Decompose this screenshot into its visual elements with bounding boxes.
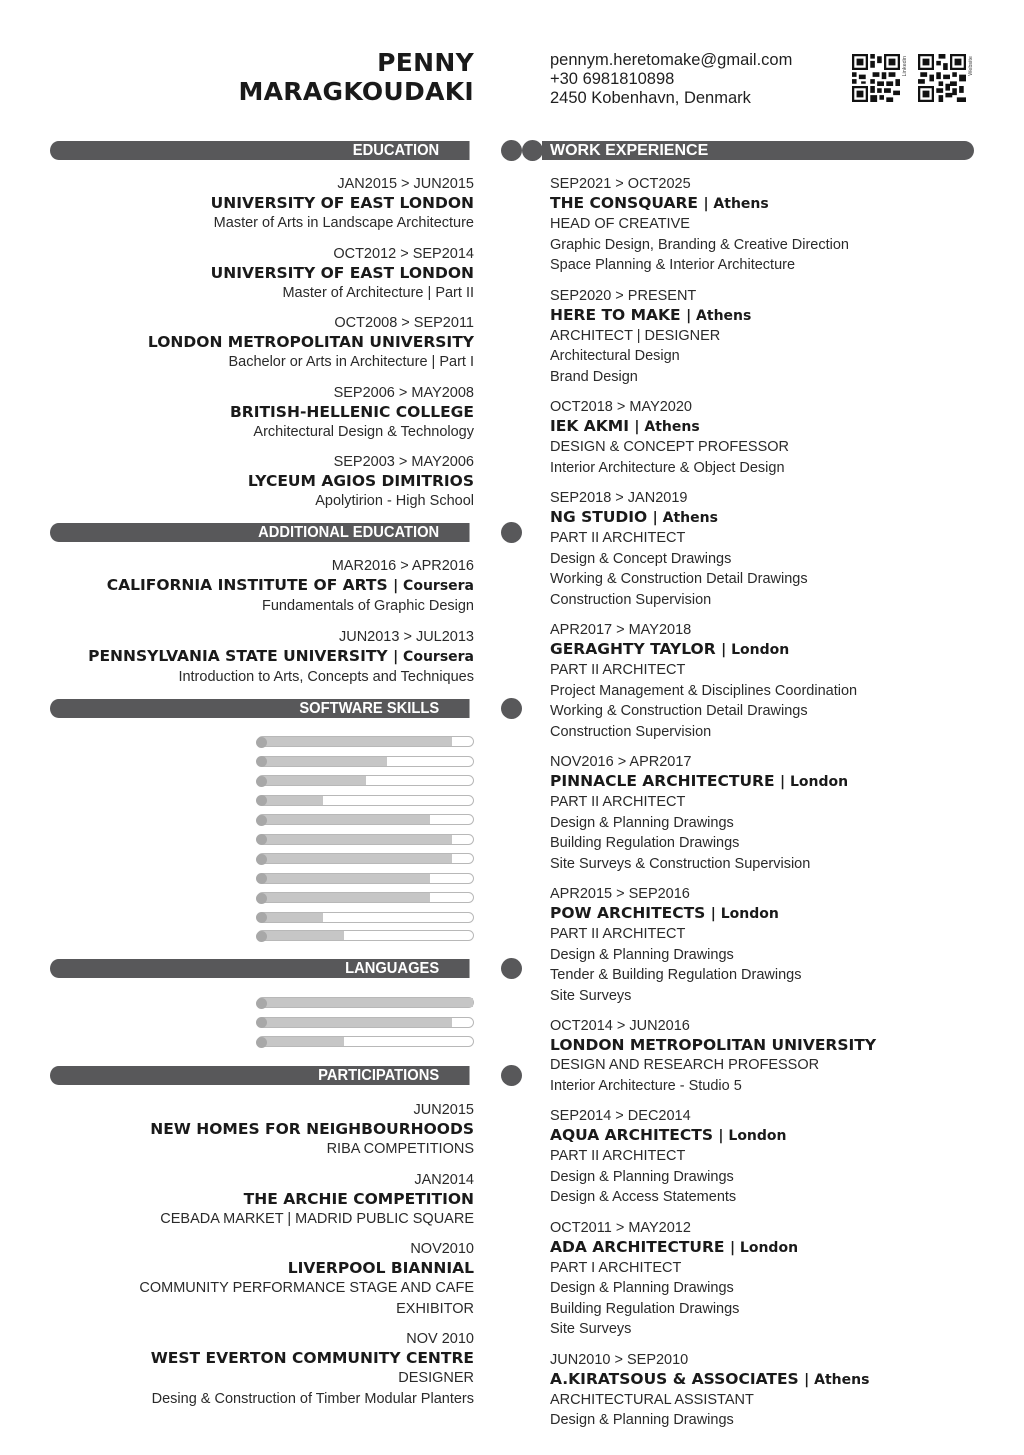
company-location: | Athens	[652, 510, 718, 526]
company-name: HERE TO MAKE	[550, 305, 681, 324]
education-heading: EDUCATION	[50, 141, 470, 160]
work-company	[550, 1369, 990, 1390]
participation-date: JUN2015	[413, 1102, 474, 1118]
skill-bar-knob	[256, 815, 267, 826]
website-qr-code-icon[interactable]	[918, 54, 966, 102]
education-degree: Master of Architecture | Part II	[282, 284, 474, 301]
course-provider: | Coursera	[393, 648, 474, 665]
skill-bar-knob	[256, 912, 267, 923]
participation-detail: DESIGNER	[398, 1370, 474, 1386]
participations-bar-dot	[501, 1065, 522, 1086]
course-provider: | Coursera	[393, 578, 474, 594]
skill-bar-knob	[256, 737, 267, 748]
additional-education-heading: ADDITIONAL EDUCATION	[50, 523, 470, 542]
skill-bar-knob	[256, 931, 267, 942]
work-detail: PART II ARCHITECT	[550, 530, 686, 546]
participation-detail: COMMUNITY PERFORMANCE STAGE AND CAFE	[139, 1280, 474, 1296]
education-entry	[34, 314, 474, 373]
additional-education-school	[34, 575, 474, 596]
education-degree: Apolytirion - High School	[315, 493, 474, 509]
work-detail: PART II ARCHITECT	[550, 794, 686, 810]
work-detail: Building Regulation Drawings	[550, 835, 740, 851]
skill-bar-knob	[256, 756, 267, 767]
company-name: ADA ARCHITECTURE	[550, 1237, 725, 1256]
work-detail: Building Regulation Drawings	[550, 1300, 740, 1317]
work-date: NOV2016 > APR2017	[550, 754, 692, 770]
skill-bar	[257, 756, 474, 767]
skill-bar	[257, 814, 474, 825]
language-bar-knob	[256, 998, 267, 1009]
work-detail: Project Management & Disciplines Coordination	[550, 682, 858, 699]
language-bar	[257, 1036, 474, 1047]
language-bar-fill	[258, 1018, 452, 1027]
participation-entry	[34, 1330, 474, 1409]
work-entry	[550, 287, 990, 388]
education-list	[34, 175, 474, 523]
work-company	[550, 416, 990, 437]
skill-bar-knob	[256, 893, 267, 904]
work-company	[550, 639, 990, 660]
work-detail: DESIGN & CONCEPT PROFESSOR	[550, 439, 790, 455]
additional-education-list	[34, 557, 474, 698]
work-date: OCT2018 > MAY2020	[550, 399, 692, 415]
work-date: OCT2014 > JUN2016	[550, 1018, 690, 1034]
education-entry	[34, 245, 474, 304]
work-detail: Design & Concept Drawings	[550, 550, 732, 567]
work-entry	[550, 489, 990, 610]
language-bar-fill	[258, 1037, 344, 1046]
email[interactable]: pennym.heretomake@gmail.com	[550, 51, 793, 69]
work-company	[550, 305, 990, 326]
skill-bar-knob	[256, 776, 267, 787]
work-detail: HEAD OF CREATIVE	[550, 216, 690, 232]
work-detail: ARCHITECT | DESIGNER	[550, 327, 721, 344]
work-entry	[550, 398, 990, 478]
language-bar	[257, 1017, 474, 1028]
company-location: | Athens	[804, 1371, 870, 1388]
linkedin-qr-code-icon[interactable]	[852, 54, 900, 102]
skill-bar	[257, 912, 474, 923]
additional-education-school	[34, 646, 474, 667]
additional-education-course: Introduction to Arts, Concepts and Techniques	[178, 668, 474, 685]
company-name: NG STUDIO	[550, 508, 648, 526]
skill-bar-fill	[258, 757, 387, 766]
work-detail: Design & Planning Drawings	[550, 1412, 734, 1428]
participations-list	[34, 1101, 474, 1420]
website-qr-label: Website	[968, 56, 974, 76]
participation-detail: CEBADA MARKET | MADRID PUBLIC SQUARE	[160, 1210, 474, 1227]
education-date: OCT2012 > SEP2014	[333, 245, 474, 262]
work-entry	[550, 1351, 990, 1431]
address: 2450 Kobenhavn, Denmark	[550, 89, 751, 107]
work-detail: Design & Planning Drawings	[550, 1168, 734, 1185]
skill-bar	[257, 930, 474, 941]
skill-bar-fill	[258, 796, 323, 805]
work-entry	[550, 1219, 990, 1340]
work-experience-heading: WORK EXPERIENCE	[542, 141, 974, 160]
education-school: LONDON METROPOLITAN UNIVERSITY	[147, 333, 474, 351]
participation-title: THE ARCHIE COMPETITION	[243, 1189, 474, 1208]
work-entry	[550, 175, 990, 276]
work-detail: Site Surveys & Construction Supervision	[550, 855, 811, 872]
software-skills-bar-dot	[501, 698, 522, 719]
education-entry	[34, 384, 474, 443]
company-location: | London	[729, 1239, 799, 1256]
work-detail: Working & Construction Detail Drawings	[550, 703, 808, 719]
work-detail: DESIGN AND RESEARCH PROFESSOR	[550, 1057, 820, 1073]
linkedin-qr-label: Linkedin	[902, 56, 908, 77]
skill-bar	[257, 795, 474, 806]
work-date: SEP2020 > PRESENT	[550, 287, 697, 304]
work-entry	[550, 753, 990, 874]
education-date: JAN2015 > JUN2015	[337, 176, 474, 192]
participation-detail: EXHIBITOR	[396, 1300, 474, 1317]
skill-bar	[257, 853, 474, 864]
candidate-name	[238, 48, 474, 106]
education-entry	[34, 453, 474, 512]
work-company	[550, 771, 990, 792]
work-detail: Design & Planning Drawings	[550, 1280, 734, 1296]
work-detail: Graphic Design, Branding & Creative Direction	[550, 236, 849, 253]
work-detail: Space Planning & Interior Architecture	[550, 257, 796, 273]
first-name: PENNY	[377, 48, 474, 77]
work-detail: Tender & Building Regulation Drawings	[550, 967, 802, 983]
company-name: THE CONSQUARE	[550, 194, 699, 212]
work-company	[550, 1035, 990, 1055]
additional-education-course: Fundamentals of Graphic Design	[262, 598, 474, 614]
work-detail: Design & Planning Drawings	[550, 814, 734, 831]
skill-bar-knob	[256, 834, 267, 845]
work-experience-list	[550, 175, 990, 1442]
education-school: UNIVERSITY OF EAST LONDON	[210, 194, 474, 212]
work-detail: Working & Construction Detail Drawings	[550, 571, 808, 587]
skill-bar-fill	[258, 815, 430, 824]
languages-heading: LANGUAGES	[50, 959, 470, 978]
work-detail: Architectural Design	[550, 348, 680, 364]
work-entry	[550, 621, 990, 742]
work-detail: Brand Design	[550, 368, 638, 385]
work-date: OCT2011 > MAY2012	[550, 1219, 691, 1236]
company-location: | Athens	[686, 307, 752, 324]
work-date: SEP2014 > DEC2014	[550, 1108, 691, 1124]
skill-bar	[257, 834, 474, 845]
work-detail: PART I ARCHITECT	[550, 1259, 682, 1276]
last-name: MARAGKOUDAKI	[238, 77, 474, 106]
education-date: SEP2003 > MAY2006	[333, 454, 474, 470]
work-date: SEP2018 > JAN2019	[550, 490, 688, 506]
languages-bar-dot	[501, 958, 522, 979]
company-location: | London	[718, 1128, 787, 1144]
company-name: A.KIRATSOUS & ASSOCIATES	[550, 1369, 799, 1388]
participation-title: NEW HOMES FOR NEIGHBOURHOODS	[150, 1120, 474, 1138]
participation-date: JAN2014	[414, 1171, 474, 1188]
company-location: | London	[710, 906, 779, 922]
participation-entry	[34, 1101, 474, 1160]
education-school: BRITISH-HELLENIC COLLEGE	[229, 402, 474, 421]
work-detail: Construction Supervision	[550, 723, 712, 740]
work-detail: PART II ARCHITECT	[550, 926, 686, 942]
school-name: PENNSYLVANIA STATE UNIVERSITY	[88, 646, 388, 665]
skill-bar-knob	[256, 854, 267, 865]
education-date: OCT2008 > SEP2011	[334, 315, 474, 331]
participation-entry	[34, 1171, 474, 1230]
work-company	[550, 1125, 990, 1146]
education-degree: Architectural Design & Technology	[253, 423, 474, 440]
language-bar	[257, 997, 474, 1008]
work-detail: Design & Planning Drawings	[550, 946, 734, 963]
work-entry	[550, 1107, 990, 1208]
phone[interactable]: +30 6981810898	[550, 70, 675, 88]
language-bar-knob	[256, 1037, 267, 1048]
work-detail: Site Surveys	[550, 987, 632, 1004]
company-name: IEK AKMI	[550, 417, 629, 435]
education-school: LYCEUM AGIOS DIMITRIOS	[247, 472, 474, 490]
education-degree: Bachelor or Arts in Architecture | Part I	[228, 354, 474, 370]
participation-detail: Desing & Construction of Timber Modular Planters	[151, 1390, 474, 1407]
participations-heading: PARTICIPATIONS	[50, 1066, 470, 1085]
participation-title: LIVERPOOL BIANNIAL	[287, 1259, 474, 1277]
education-date: SEP2006 > MAY2008	[333, 384, 474, 401]
additional-education-entry	[34, 628, 474, 688]
work-date: JUN2010 > SEP2010	[550, 1351, 689, 1368]
skill-bar-fill	[258, 835, 452, 844]
skill-bar-fill	[258, 737, 452, 746]
company-location: | Athens	[703, 196, 769, 212]
work-company	[550, 193, 990, 214]
skill-bar-fill	[258, 893, 430, 902]
skill-bar	[257, 892, 474, 903]
school-name: CALIFORNIA INSTITUTE OF ARTS	[106, 576, 388, 594]
skill-bar	[257, 873, 474, 884]
education-degree: Master of Arts in Landscape Architecture	[213, 215, 474, 231]
work-detail: Interior Architecture & Object Design	[550, 459, 785, 476]
work-company	[550, 1237, 990, 1258]
work-detail: Site Surveys	[550, 1321, 632, 1337]
participation-date: NOV2010	[410, 1241, 474, 1257]
work-entry	[550, 885, 990, 1006]
education-entry	[34, 175, 474, 234]
education-school: UNIVERSITY OF EAST LONDON	[210, 263, 474, 282]
participation-detail: RIBA COMPETITIONS	[326, 1141, 474, 1157]
company-location: | London	[779, 774, 849, 790]
software-skills-heading: SOFTWARE SKILLS	[50, 699, 470, 718]
work-company	[550, 507, 990, 528]
additional-education-entry	[34, 557, 474, 617]
company-name: POW ARCHITECTS	[550, 904, 706, 922]
skill-bar	[257, 736, 474, 747]
contact-info	[550, 51, 792, 108]
skill-bar-fill	[258, 931, 344, 940]
skill-bar-fill	[258, 854, 452, 863]
participation-entry	[34, 1240, 474, 1319]
additional-education-date: MAR2016 > APR2016	[331, 558, 474, 574]
additional-education-bar-dot	[501, 522, 522, 543]
work-date: APR2015 > SEP2016	[550, 886, 690, 902]
company-name: LONDON METROPOLITAN UNIVERSITY	[550, 1036, 877, 1054]
work-company	[550, 903, 990, 924]
company-name: PINNACLE ARCHITECTURE	[550, 772, 775, 790]
work-detail: Interior Architecture - Studio 5	[550, 1077, 742, 1094]
company-location: | Athens	[634, 419, 700, 435]
education-bar-dot	[501, 140, 522, 161]
work-entry	[550, 1017, 990, 1096]
language-bar-knob	[256, 1017, 267, 1028]
work-detail: PART II ARCHITECT	[550, 662, 686, 678]
work-detail: ARCHITECTURAL ASSISTANT	[550, 1391, 754, 1408]
work-date: APR2017 > MAY2018	[550, 622, 692, 638]
work-detail: Design & Access Statements	[550, 1189, 737, 1205]
skill-bar-fill	[258, 913, 323, 922]
work-detail: PART II ARCHITECT	[550, 1148, 686, 1164]
work-bar-dot	[522, 140, 543, 161]
skill-bar-knob	[256, 795, 267, 806]
company-name: GERAGHTY TAYLOR	[550, 640, 716, 658]
participation-title: WEST EVERTON COMMUNITY CENTRE	[150, 1349, 474, 1367]
skill-bar	[257, 775, 474, 786]
work-date: SEP2021 > OCT2025	[550, 176, 691, 192]
skill-bar-fill	[258, 874, 430, 883]
language-bar-fill	[258, 998, 473, 1007]
company-name: AQUA ARCHITECTS	[550, 1126, 713, 1144]
skill-bar-fill	[258, 776, 366, 785]
work-detail: Construction Supervision	[550, 591, 712, 608]
participation-date: NOV 2010	[406, 1331, 474, 1347]
company-location: | London	[721, 642, 790, 658]
skill-bar-knob	[256, 873, 267, 884]
additional-education-date: JUN2013 > JUL2013	[338, 628, 474, 645]
